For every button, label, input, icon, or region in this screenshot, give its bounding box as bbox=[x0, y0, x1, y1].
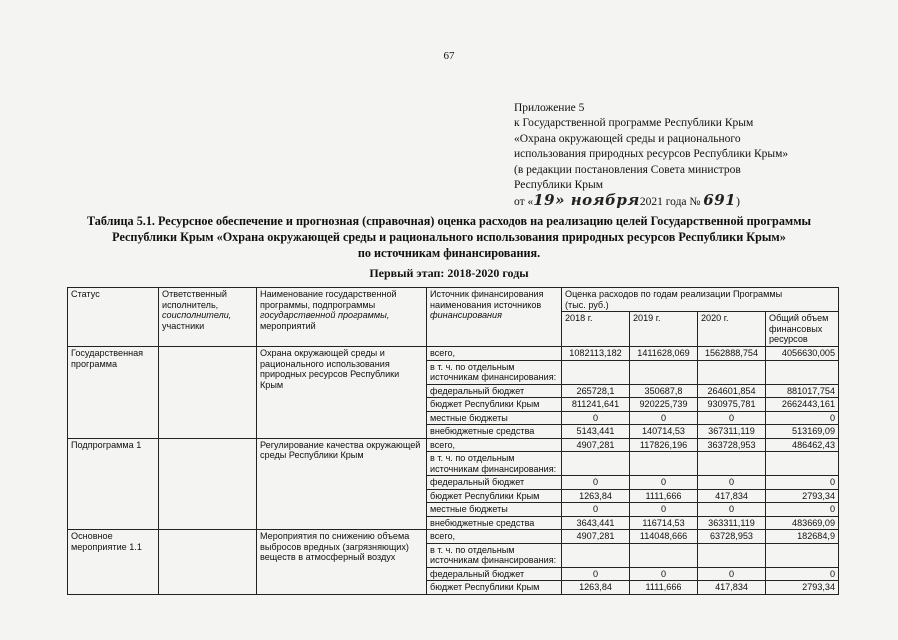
row-source: всего, bbox=[427, 438, 562, 452]
date-prefix: от « bbox=[514, 196, 534, 209]
cell-v2019: 920225,739 bbox=[630, 398, 698, 412]
cell-v2020: 417,834 bbox=[698, 581, 766, 595]
table-row bbox=[68, 438, 839, 452]
stage-title: Первый этап: 2018-2020 годы bbox=[369, 266, 529, 280]
cell-total bbox=[766, 360, 839, 384]
cell-v2019: 0 bbox=[630, 476, 698, 490]
header-name-line: мероприятий bbox=[260, 320, 316, 331]
header-year-2018: 2018 г. bbox=[562, 312, 630, 347]
date-year: 2021 года № bbox=[639, 196, 701, 209]
cell-total: 182684,9 bbox=[766, 530, 839, 544]
cell-v2019 bbox=[630, 452, 698, 476]
cell-total: 0 bbox=[766, 411, 839, 425]
cell-v2018: 4907,281 bbox=[562, 438, 630, 452]
cell-v2019: 0 bbox=[630, 567, 698, 581]
cell-v2018 bbox=[562, 543, 630, 567]
row-source: федеральный бюджет bbox=[427, 384, 562, 398]
header-estimate bbox=[562, 288, 839, 312]
cell-total: 4056630,005 bbox=[766, 347, 839, 361]
appendix-line: (в редакции постановления Совета министров bbox=[514, 163, 741, 176]
header-source-line: Источник финансирования bbox=[430, 289, 544, 299]
cell-v2020: 0 bbox=[698, 567, 766, 581]
row-source: федеральный бюджет bbox=[427, 567, 562, 581]
row-source: местные бюджеты bbox=[427, 411, 562, 425]
cell-v2018: 0 bbox=[562, 411, 630, 425]
title-line: Таблица 5.1. Ресурсное обеспечение и прогнозная (справочная) оценка расходов на реализацию целей Государственной программы bbox=[86, 214, 812, 228]
cell-v2020: 363728,953 bbox=[698, 438, 766, 452]
row-status: Государственная программа bbox=[68, 347, 159, 439]
cell-v2020: 0 bbox=[698, 476, 766, 490]
row-name: Охрана окружающей среды и рационального использования природных ресурсов Республики Крым bbox=[257, 347, 427, 439]
cell-v2019: 114048,666 bbox=[630, 530, 698, 544]
cell-total: 2793,34 bbox=[766, 489, 839, 503]
cell-v2018 bbox=[562, 360, 630, 384]
cell-v2020: 417,834 bbox=[698, 489, 766, 503]
cell-v2020: 0 bbox=[698, 503, 766, 517]
row-source: бюджет Республики Крым bbox=[427, 398, 562, 412]
cell-total: 2793,34 bbox=[766, 581, 839, 595]
row-source: в т. ч. по отдельным источникам финансирования: bbox=[427, 543, 562, 567]
row-source: местные бюджеты bbox=[427, 503, 562, 517]
cell-v2018: 1263,84 bbox=[562, 581, 630, 595]
cell-v2019: 1411628,069 bbox=[630, 347, 698, 361]
budget-table bbox=[67, 287, 839, 595]
cell-v2020 bbox=[698, 452, 766, 476]
header-total-line: Общий объем bbox=[769, 313, 829, 324]
header-status: Статус bbox=[68, 288, 159, 347]
cell-v2018: 4907,281 bbox=[562, 530, 630, 544]
row-source: в т. ч. по отдельным источникам финансирования: bbox=[427, 452, 562, 476]
header-source bbox=[427, 288, 562, 347]
cell-total: 513169,09 bbox=[766, 425, 839, 439]
cell-v2020: 930975,781 bbox=[698, 398, 766, 412]
appendix-line: Приложение 5 bbox=[514, 102, 585, 114]
cell-v2019: 0 bbox=[630, 411, 698, 425]
row-source: всего, bbox=[427, 530, 562, 544]
cell-total: 2662443,161 bbox=[766, 398, 839, 412]
header-name bbox=[257, 288, 427, 347]
cell-total: 0 bbox=[766, 567, 839, 581]
header-source-line: финансирования bbox=[430, 310, 502, 320]
cell-v2018: 0 bbox=[562, 567, 630, 581]
page-number: 67 bbox=[443, 50, 455, 62]
row-executor bbox=[159, 347, 257, 439]
title-line: по источникам финансирования. bbox=[357, 246, 541, 260]
cell-v2019 bbox=[630, 360, 698, 384]
cell-total: 483669,09 bbox=[766, 516, 839, 530]
cell-v2019: 117826,196 bbox=[630, 438, 698, 452]
row-name: Регулирование качества окружающей среды Республики Крым bbox=[257, 438, 427, 530]
cell-v2018: 1082113,182 bbox=[562, 347, 630, 361]
row-source: бюджет Республики Крым bbox=[427, 489, 562, 503]
header-executor bbox=[159, 288, 257, 347]
header-total-line: ресурсов bbox=[769, 334, 808, 345]
cell-v2018: 3643,441 bbox=[562, 516, 630, 530]
cell-v2018: 265728,1 bbox=[562, 384, 630, 398]
handwritten-date: 19» ноября bbox=[533, 191, 640, 210]
cell-v2018: 5143,441 bbox=[562, 425, 630, 439]
row-source: внебюджетные средства bbox=[427, 516, 562, 530]
cell-v2018 bbox=[562, 452, 630, 476]
cell-total: 881017,754 bbox=[766, 384, 839, 398]
header-estimate-line: (тыс. руб.) bbox=[565, 299, 609, 310]
cell-v2018: 811241,641 bbox=[562, 398, 630, 412]
appendix-line: «Охрана окружающей среды и рационального bbox=[514, 132, 741, 145]
header-executor-line: Ответственный исполнитель, bbox=[162, 289, 227, 310]
row-status: Основное мероприятие 1.1 bbox=[68, 530, 159, 595]
appendix-date-line bbox=[514, 193, 844, 210]
cell-total bbox=[766, 452, 839, 476]
header-row bbox=[68, 288, 839, 312]
cell-total: 486462,43 bbox=[766, 438, 839, 452]
row-source: внебюджетные средства bbox=[427, 425, 562, 439]
header-name-line: программы, подпрограммы bbox=[260, 299, 376, 310]
appendix-line: использования природных ресурсов Республики Крым» bbox=[514, 148, 789, 161]
table-row bbox=[68, 530, 839, 544]
header-estimate-line: Оценка расходов по годам реализации Программы bbox=[565, 289, 783, 299]
cell-v2019: 140714,53 bbox=[630, 425, 698, 439]
header-name-line: государственной программы, bbox=[260, 310, 390, 320]
cell-total: 0 bbox=[766, 503, 839, 517]
cell-v2018: 0 bbox=[562, 476, 630, 490]
handwritten-number: 691 bbox=[703, 191, 737, 210]
cell-v2019: 0 bbox=[630, 503, 698, 517]
cell-v2018: 1263,84 bbox=[562, 489, 630, 503]
header-name-line: Наименование государственной bbox=[260, 289, 397, 299]
cell-v2019: 116714,53 bbox=[630, 516, 698, 530]
row-status: Подпрограмма 1 bbox=[68, 438, 159, 530]
header-year-2020: 2020 г. bbox=[698, 312, 766, 347]
cell-v2020: 0 bbox=[698, 411, 766, 425]
cell-v2020 bbox=[698, 360, 766, 384]
header-executor-line: участники bbox=[162, 320, 205, 331]
row-executor bbox=[159, 530, 257, 595]
appendix-block bbox=[514, 101, 844, 211]
table-title bbox=[40, 213, 858, 261]
header-executor-line: соисполнители, bbox=[162, 310, 232, 320]
cell-v2020: 363311,119 bbox=[698, 516, 766, 530]
cell-v2019: 1111,666 bbox=[630, 489, 698, 503]
cell-v2019: 1111,666 bbox=[630, 581, 698, 595]
cell-v2019: 350687,8 bbox=[630, 384, 698, 398]
row-name: Мероприятия по снижению объема выбросов вредных (загрязняющих) веществ в атмосферный воздух bbox=[257, 530, 427, 595]
header-total bbox=[766, 312, 839, 347]
cell-v2020 bbox=[698, 543, 766, 567]
cell-total bbox=[766, 543, 839, 567]
row-executor bbox=[159, 438, 257, 530]
row-source: федеральный бюджет bbox=[427, 476, 562, 490]
table-row bbox=[68, 347, 839, 361]
appendix-line: к Государственной программе Республики Крым bbox=[514, 117, 754, 130]
cell-v2020: 367311,119 bbox=[698, 425, 766, 439]
row-source: бюджет Республики Крым bbox=[427, 581, 562, 595]
cell-v2020: 1562888,754 bbox=[698, 347, 766, 361]
row-source: всего, bbox=[427, 347, 562, 361]
cell-v2018: 0 bbox=[562, 503, 630, 517]
appendix-line: Республики Крым bbox=[514, 179, 603, 192]
cell-v2020: 63728,953 bbox=[698, 530, 766, 544]
cell-total: 0 bbox=[766, 476, 839, 490]
title-line: Республики Крым «Охрана окружающей среды и рационального использования природных ресурсов Республики Крым» bbox=[112, 230, 786, 244]
row-source: в т. ч. по отдельным источникам финансирования: bbox=[427, 360, 562, 384]
cell-v2019 bbox=[630, 543, 698, 567]
header-total-line: финансовых bbox=[769, 323, 823, 334]
cell-v2020: 264601,854 bbox=[698, 384, 766, 398]
header-year-2019: 2019 г. bbox=[630, 312, 698, 347]
close-paren: ) bbox=[736, 196, 740, 209]
header-source-line: наименования источников bbox=[430, 299, 542, 310]
